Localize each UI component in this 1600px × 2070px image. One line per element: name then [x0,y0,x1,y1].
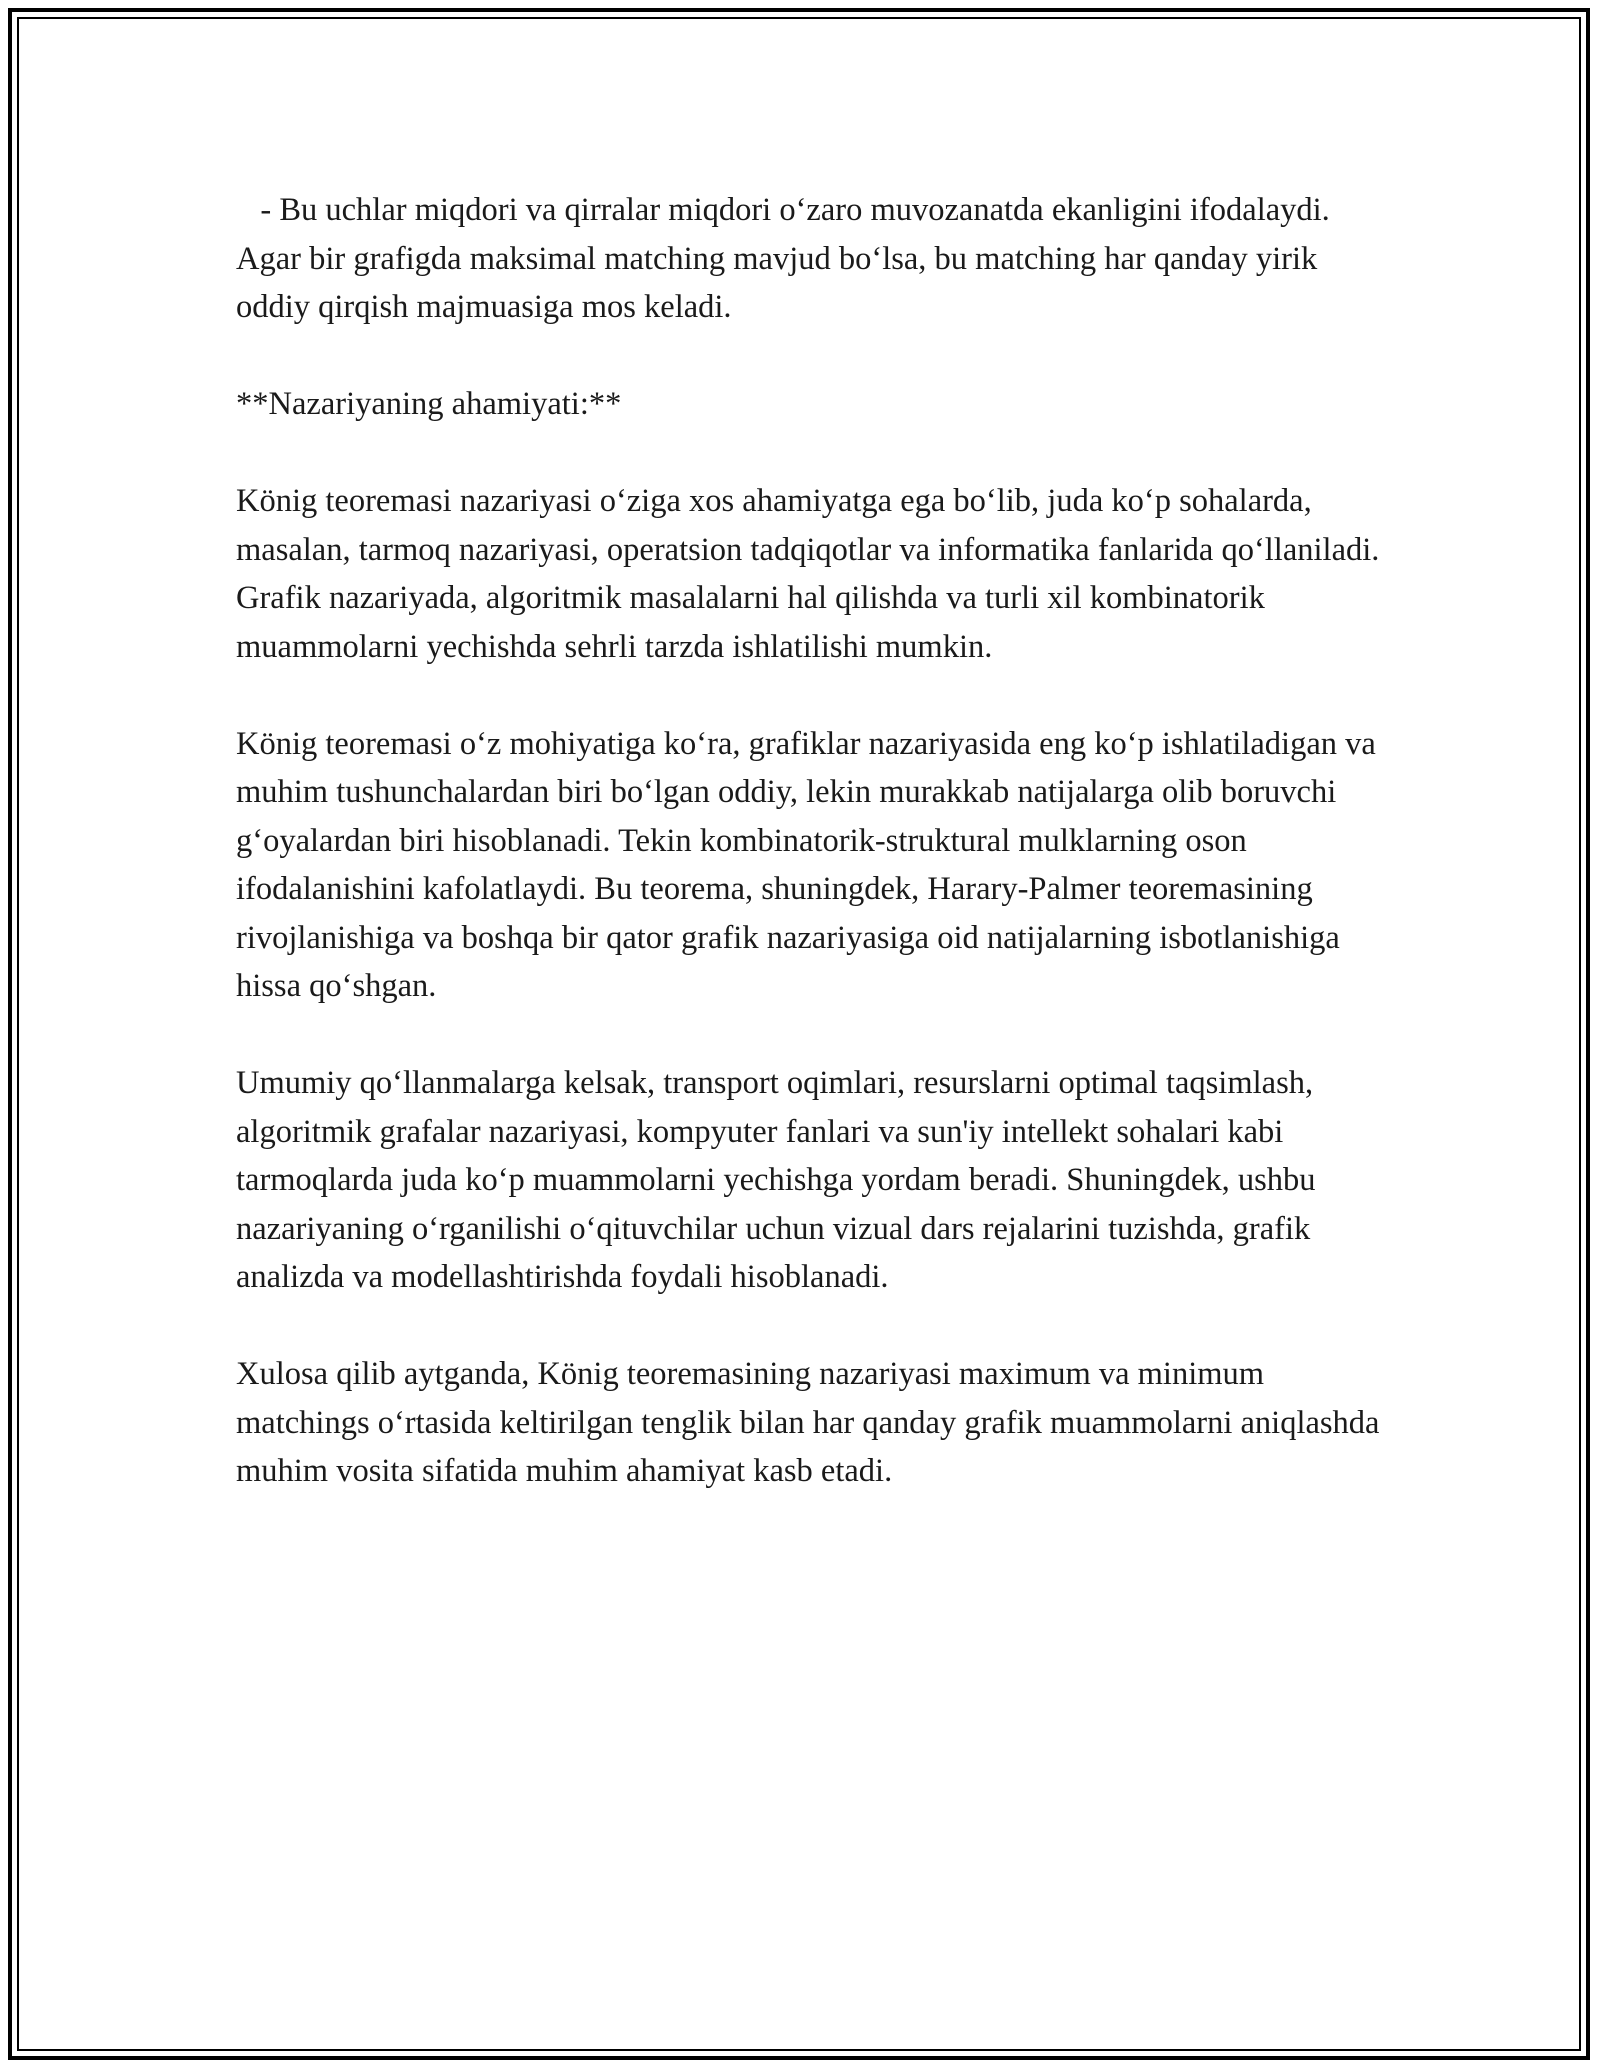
paragraph-general-uses: Umumiy qo‘llanmalarga kelsak, transport oqimlari, resurslarni optimal taqsimlash, algoritmik grafalar nazariyasi, kompyuter fanlari va sun'iy intellekt sohalari kabi tarmoqlarda juda ko‘p muammolarni yechishga yordam beradi. Shuningdek, ushbu nazariyaning o‘rganilishi o‘qituvchilar uchun vizual dars rejalarini tuzishda, grafik analizda va modellashtirishda foydali hisoblanadi. [236,1065,1324,1295]
document-body [236,186,1396,1544]
paragraph-applications: König teoremasi nazariyasi o‘ziga xos ahamiyatga ega bo‘lib, juda ko‘p sohalarda, masalan, tarmoq nazariyasi, operatsion tadqiqotlar va informatika fanlarida qo‘llaniladi. Grafik nazariyada, algoritmik masalalarni hal qilishda va turli xil kombinatorik muammolarni yechishda sehrli tarzda ishlatilishi mumkin. [236,483,1388,665]
paragraph-matching-balance: - Bu uchlar miqdori va qirralar miqdori o‘zaro muvozanatda ekanligini ifodalaydi. Agar bir grafigda maksimal matching mavjud bo‘lsa, bu matching har qanday yirik oddiy qirqish majmuasiga mos keladi. [236,192,1337,325]
paragraph-conclusion: Xulosa qilib aytganda, König teoremasining nazariyasi maximum va minimum matchings o‘rtasida keltirilgan tenglik bilan har qanday grafik muammolarni aniqlashda muhim vosita sifatida muhim ahamiyat kasb etadi. [236,1356,1388,1489]
section-heading-importance: **Nazariyaning ahamiyati:** [236,386,622,422]
paragraph-essence: König teoremasi o‘z mohiyatiga ko‘ra, grafiklar nazariyasida eng ko‘p ishlatiladigan va muhim tushunchalardan biri bo‘lgan oddiy, lekin murakkab natijalarga olib boruvchi g‘oyalardan biri hisoblanadi. Tekin kombinatorik-struktural mulklarning oson ifodalanishini kafolatlaydi. Bu teorema, shuningdek, Harary-Palmer teoremasining rivojlanishiga va boshqa bir qator grafik nazariyasiga oid natijalarning isbotlanishiga hissa qo‘shgan. [236,725,1384,1004]
